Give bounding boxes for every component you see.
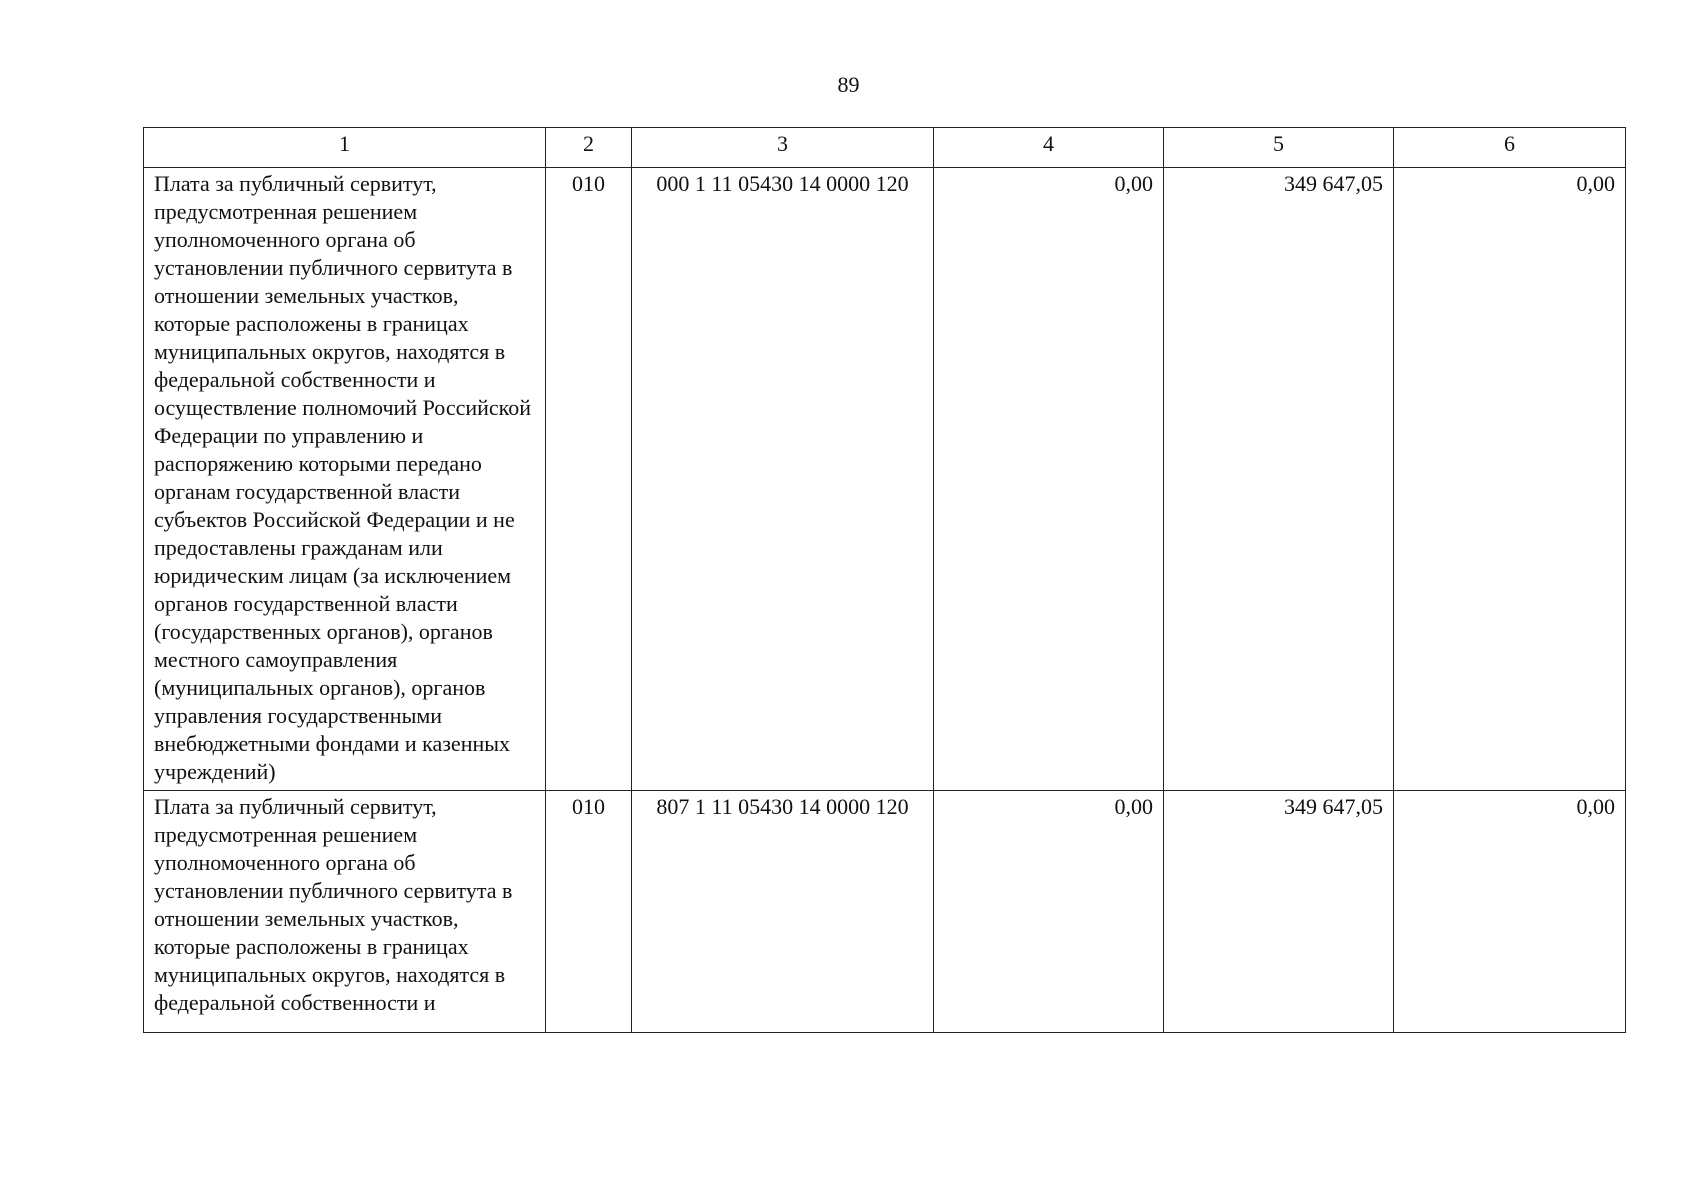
page-number: 89 — [837, 72, 860, 97]
value-cell-col5: 349 647,05 — [1164, 791, 1394, 1033]
income-code-cell: 000 1 11 05430 14 0000 120 — [632, 168, 934, 791]
table-row — [144, 168, 1626, 791]
value-cell-col4: 0,00 — [934, 168, 1164, 791]
table-row — [144, 791, 1626, 1033]
column-header-5: 5 — [1164, 128, 1394, 168]
column-header-3: 3 — [632, 128, 934, 168]
column-header-6: 6 — [1394, 128, 1626, 168]
column-number-header-row — [144, 128, 1626, 168]
line-code-cell: 010 — [546, 168, 632, 791]
value-cell-col5: 349 647,05 — [1164, 168, 1394, 791]
column-header-2: 2 — [546, 128, 632, 168]
income-name-cell: Плата за публичный сервитут, предусмотренная решением уполномоченного органа об установлении публичного сервитута в отношении земельных участков, которые расположены в границах муниципальных округов, находятся в федеральной собственности и осуществление полномочий Российской Федерации по управлению и распоряжению которыми передано органам государственной власти субъектов Российской Федерации и не предоставлены гражданам или юридическим лицам (за исключением органов государственной власти (государственных органов), органов местного самоуправления (муниципальных органов), органов управления государственными внебюджетными фондами и казенных учреждений) — [144, 168, 546, 791]
value-cell-col4: 0,00 — [934, 791, 1164, 1033]
column-header-1: 1 — [144, 128, 546, 168]
value-cell-col6: 0,00 — [1394, 168, 1626, 791]
income-code-cell: 807 1 11 05430 14 0000 120 — [632, 791, 934, 1033]
value-cell-col6: 0,00 — [1394, 791, 1626, 1033]
column-header-4: 4 — [934, 128, 1164, 168]
line-code-cell: 010 — [546, 791, 632, 1033]
budget-income-table — [143, 127, 1626, 1033]
income-name-cell: Плата за публичный сервитут, предусмотренная решением уполномоченного органа об установлении публичного сервитута в отношении земельных участков, которые расположены в границах муниципальных округов, находятся в федеральной собственности и — [144, 791, 546, 1033]
